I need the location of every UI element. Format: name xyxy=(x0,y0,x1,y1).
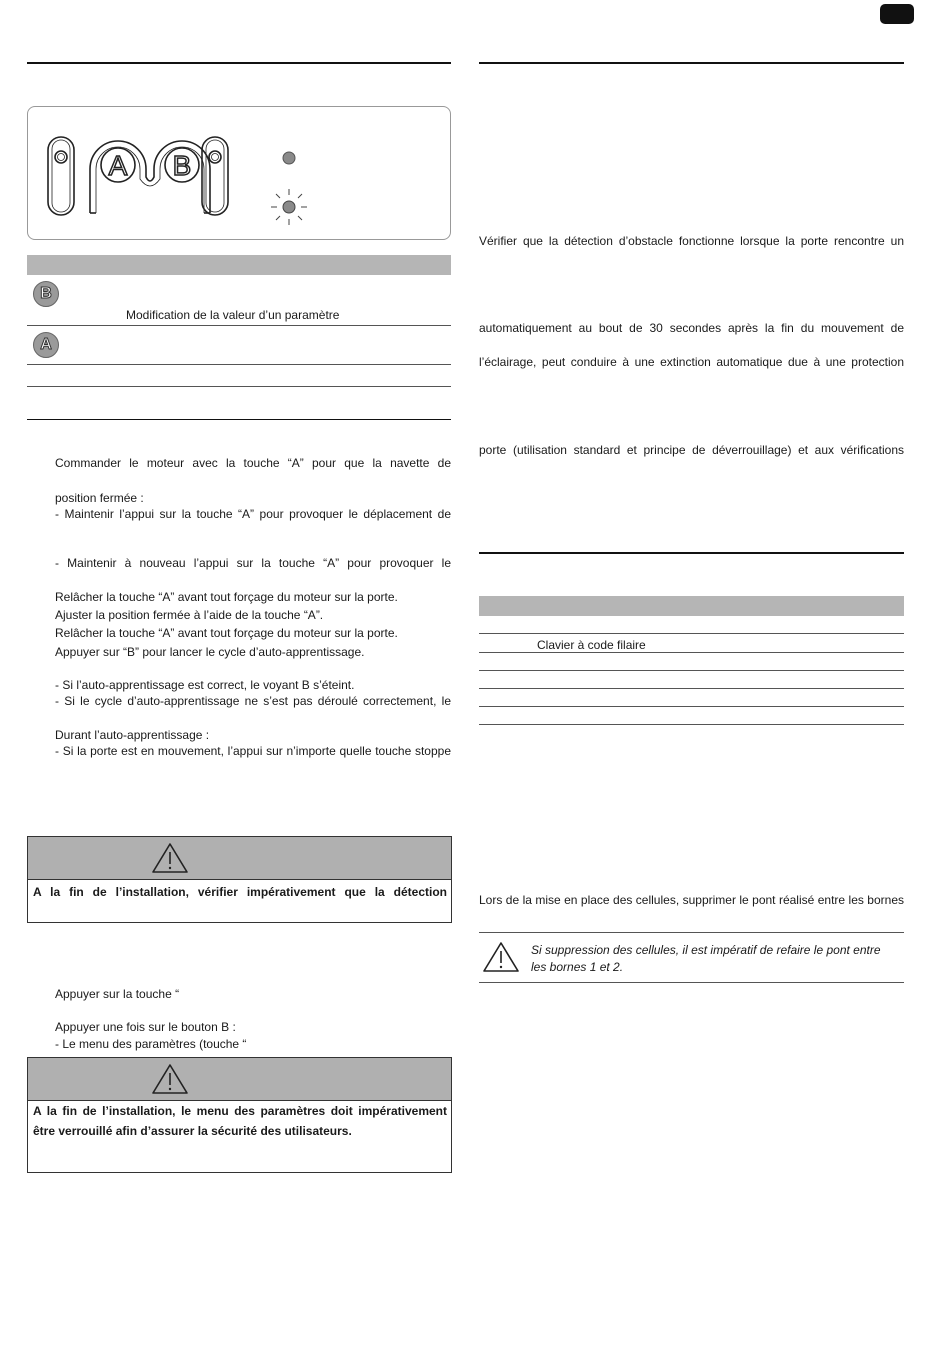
warning-triangle-icon xyxy=(481,940,521,974)
procedure-line: - Si l’auto-apprentissage est correct, le voyant B s’éteint. xyxy=(55,678,355,692)
procedure-line: Relâcher la touche “A” avant tout forçage du moteur sur la porte. xyxy=(55,626,398,640)
procedure-line: - Maintenir à nouveau l’appui sur la touche “A” pour provoquer le xyxy=(55,556,451,570)
left-pill-button xyxy=(48,137,74,215)
table-divider xyxy=(479,706,904,707)
control-panel-illustration xyxy=(28,107,450,239)
right-paragraph-line: porte (utilisation standard et principe de déverrouillage) et aux vérifications xyxy=(479,443,904,457)
section-rule xyxy=(27,419,451,420)
table-divider xyxy=(27,364,451,365)
warning-text: A la fin de l’installation, vérifier impérativement que la détection xyxy=(33,885,447,899)
procedure-line: position fermée : xyxy=(55,491,144,505)
warning-triangle-icon xyxy=(150,1062,190,1096)
right-table-header xyxy=(479,596,904,616)
key-a-icon: A xyxy=(33,332,59,358)
lock-line: Appuyer sur la touche “ xyxy=(55,987,180,1001)
lock-line: Appuyer une fois sur le bouton B : xyxy=(55,1020,236,1034)
table-divider xyxy=(479,724,904,725)
right-paragraph-line: Vérifier que la détection d’obstacle fonctionne lorsque la porte rencontre un xyxy=(479,234,904,248)
procedure-line: Commander le moteur avec la touche “A” pour que la navette de xyxy=(55,456,451,470)
table-divider xyxy=(27,386,451,387)
page-number-badge xyxy=(880,4,914,24)
cells-paragraph: Lors de la mise en place des cellules, supprimer le pont réalisé entre les bornes xyxy=(479,893,904,907)
warning-text: être verrouillé afin d’assurer la sécurité des utilisateurs. xyxy=(33,1124,352,1138)
lock-line: - Le menu des paramètres (touche “ xyxy=(55,1037,247,1051)
right-paragraph-line: l’éclairage, peut conduire à une extinction automatique due à une protection xyxy=(479,355,904,369)
note-text: les bornes 1 et 2. xyxy=(531,960,624,974)
right-top-rule xyxy=(479,62,904,64)
control-panel-diagram xyxy=(27,106,451,240)
left-table-header xyxy=(27,255,451,275)
note-top-rule xyxy=(479,932,904,933)
left-top-rule xyxy=(27,62,451,64)
table-divider xyxy=(479,688,904,689)
procedure-line: - Maintenir l’appui sur la touche “A” pour provoquer le déplacement de xyxy=(55,507,451,521)
right-table-cell: Clavier à code filaire xyxy=(537,638,646,652)
key-b-icon: B xyxy=(33,281,59,307)
procedure-line: Appuyer sur “B” pour lancer le cycle d’auto-apprentissage. xyxy=(55,645,365,659)
led-off-icon xyxy=(283,152,295,164)
procedure-line: - Si le cycle d’auto-apprentissage ne s’est pas déroulé correctement, le xyxy=(55,694,451,708)
procedure-line: Relâcher la touche “A” avant tout forçage du moteur sur la porte. xyxy=(55,590,398,604)
note-bottom-rule xyxy=(479,982,904,983)
warning-triangle-icon xyxy=(150,841,190,875)
procedure-line: Ajuster la position fermée à l’aide de la touche “A”. xyxy=(55,608,324,622)
warning-box xyxy=(27,836,452,923)
procedure-line: - Si la porte est en mouvement, l’appui sur n’importe quelle touche stoppe xyxy=(55,744,451,758)
right-pill-button xyxy=(202,137,228,215)
right-section-rule xyxy=(479,552,904,554)
warning-box xyxy=(27,1057,452,1173)
note-text: Si suppression des cellules, il est impératif de refaire le pont entre xyxy=(531,943,881,957)
table-divider xyxy=(479,652,904,653)
warning-text: A la fin de l’installation, le menu des paramètres doit impérativement xyxy=(33,1104,447,1118)
diagram-key-a: A xyxy=(108,150,128,181)
right-paragraph-line: automatiquement au bout de 30 secondes après la fin du mouvement de xyxy=(479,321,904,335)
table-divider xyxy=(479,670,904,671)
diagram-key-b: B xyxy=(172,150,192,181)
procedure-line: Durant l’auto-apprentissage : xyxy=(55,728,210,742)
led-blinking-icon xyxy=(271,189,307,225)
table-divider xyxy=(27,325,451,326)
table-divider xyxy=(479,633,904,634)
row-b-description: Modification de la valeur d’un paramètre xyxy=(126,308,340,322)
